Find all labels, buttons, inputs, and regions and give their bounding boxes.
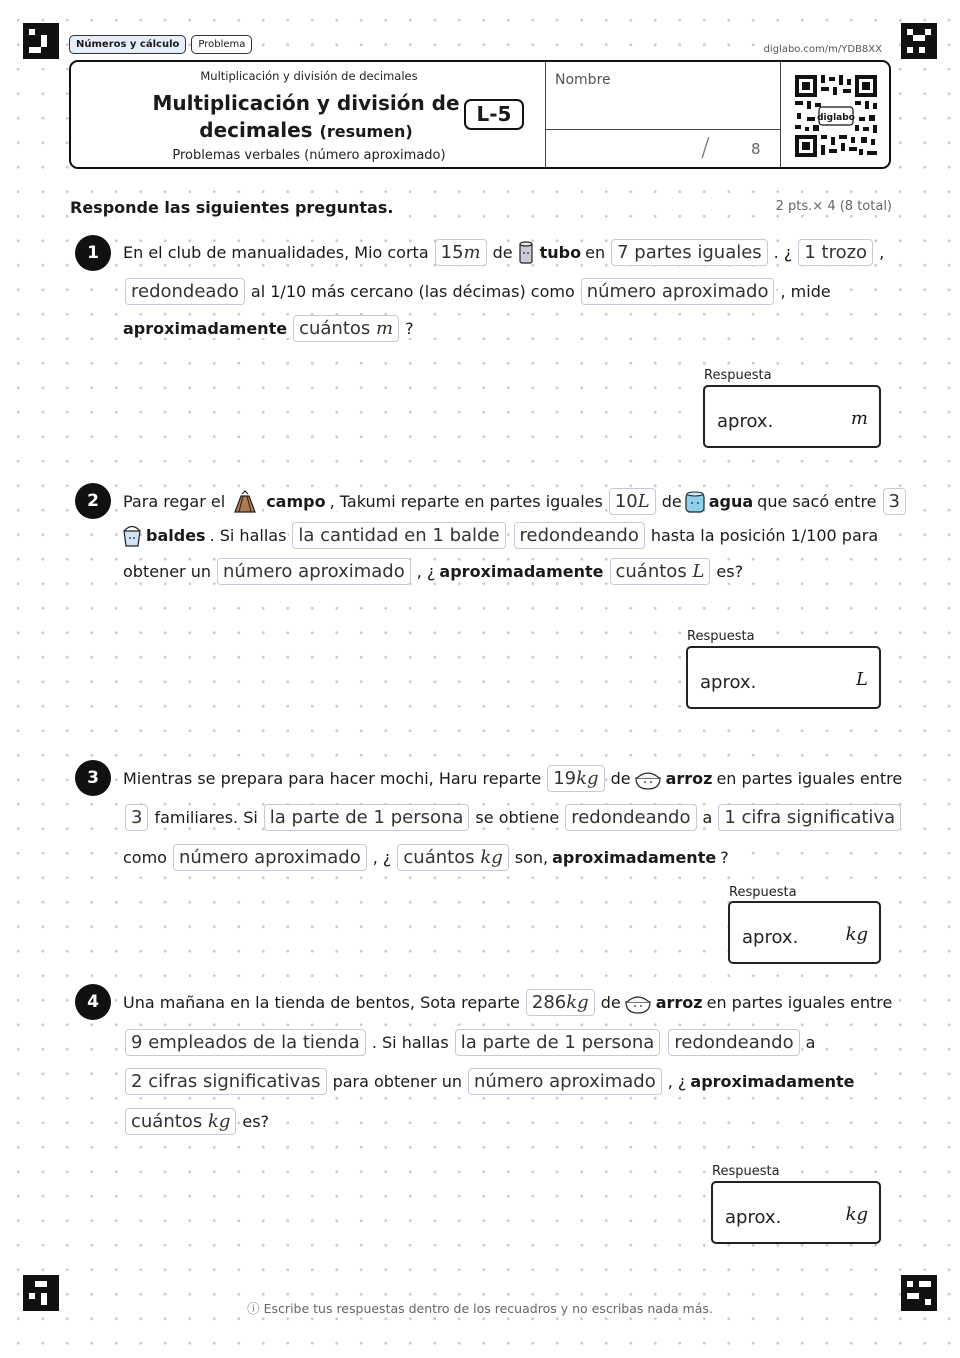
keyword-box: redondeando xyxy=(514,522,645,549)
unit: L xyxy=(692,561,705,582)
answer-unit: L xyxy=(856,669,868,690)
value: 7 xyxy=(617,242,629,263)
text: ? xyxy=(405,319,414,338)
text: en partes iguales entre xyxy=(716,769,903,788)
field-icon xyxy=(227,490,263,514)
keyword-box: 3 xyxy=(125,804,148,831)
tube-icon xyxy=(515,241,537,265)
keyword-box xyxy=(718,804,901,831)
keyword-box xyxy=(526,989,595,1016)
text: al 1/10 más cercano (las décimas) como xyxy=(250,282,575,301)
answer-label: Respuesta xyxy=(712,1164,780,1179)
text: , Takumi reparte en partes iguales xyxy=(329,492,603,511)
footnote-text: Escribe tus respuestas dentro de los recuadros y no escribas nada más. xyxy=(263,1301,713,1316)
problem-number: 4 xyxy=(75,984,111,1020)
worksheet-code: L-5 xyxy=(464,99,524,130)
keyword-box xyxy=(264,804,470,831)
score-total: 8 xyxy=(751,140,761,158)
text: que sacó entre xyxy=(757,492,877,511)
water-icon xyxy=(684,490,706,514)
unit: L xyxy=(637,491,650,512)
value: 2 xyxy=(131,1071,143,1092)
text: es? xyxy=(242,1112,270,1131)
corner-marker-top-left xyxy=(23,23,59,59)
text: a xyxy=(702,808,713,827)
text: Una mañana en la tienda de bentos, Sota reparte xyxy=(123,993,520,1012)
text: para obtener un xyxy=(332,1072,462,1091)
text: aproximadamente xyxy=(690,1072,855,1091)
name-field-label: Nombre xyxy=(555,72,611,88)
tag-group xyxy=(69,35,252,54)
label: empleados de la tienda xyxy=(148,1032,360,1053)
qr-label: diglabo xyxy=(817,113,855,123)
keyword-box: número aproximado xyxy=(173,844,367,871)
problem-3-line-2 xyxy=(121,804,905,831)
keyword-box: número aproximado xyxy=(581,278,775,305)
text: en xyxy=(585,243,606,262)
answer-unit: m xyxy=(850,408,868,429)
text: Para regar el xyxy=(123,492,226,511)
text: tubo xyxy=(539,243,582,262)
answer-label: Respuesta xyxy=(704,368,772,383)
problem-3-line-3 xyxy=(121,844,731,871)
type-tag: Problema xyxy=(191,35,252,54)
label: la parte de xyxy=(269,807,368,828)
label: trozo xyxy=(821,242,868,263)
keyword-box xyxy=(611,239,768,266)
divider xyxy=(780,62,781,167)
keyword-box xyxy=(292,522,505,549)
text: como xyxy=(123,848,167,867)
text: . Si hallas xyxy=(209,526,287,545)
answer-box[interactable] xyxy=(728,901,881,964)
problem-2-line-2 xyxy=(121,522,880,549)
answer-box[interactable] xyxy=(711,1181,881,1244)
keyword-box xyxy=(610,558,711,585)
value: 9 xyxy=(131,1032,143,1053)
footnote xyxy=(0,1299,960,1317)
header-subtitle: Multiplicación y división de decimales xyxy=(200,69,418,83)
approx-text: aprox. xyxy=(725,1207,782,1228)
text: En el club de manualidades, Mio corta xyxy=(123,243,429,262)
label: cuántos xyxy=(131,1111,203,1132)
problem-number: 3 xyxy=(75,760,111,796)
label: partes iguales xyxy=(634,242,762,263)
text: , ¿ xyxy=(667,1072,687,1091)
text: se obtiene xyxy=(475,808,560,827)
label: la cantidad en xyxy=(298,525,427,546)
keyword-box: redondeando xyxy=(565,804,696,831)
text: arroz xyxy=(665,769,713,788)
text: , xyxy=(879,243,885,262)
label: cifras significativas xyxy=(148,1071,321,1092)
bucket-icon xyxy=(121,524,143,548)
text: . Si hallas xyxy=(371,1033,449,1052)
text: aproximadamente xyxy=(552,848,717,867)
value: 1 xyxy=(564,1032,576,1053)
answer-unit: kg xyxy=(845,1204,868,1225)
keyword-box xyxy=(293,315,399,342)
title-text: Multiplicación y división de decimales xyxy=(152,91,460,142)
qr-code-icon xyxy=(793,73,879,159)
problem-4-line-2 xyxy=(121,1029,817,1056)
value: 15 xyxy=(440,242,464,263)
value: 286 xyxy=(531,992,567,1013)
approx-text: aprox. xyxy=(700,672,757,693)
keyword-box: número aproximado xyxy=(468,1068,662,1095)
keyword-box: 3 xyxy=(883,488,906,515)
label: la parte de xyxy=(460,1032,559,1053)
header-footer: Problemas verbales (número aproximado) xyxy=(172,148,446,163)
page-title xyxy=(111,90,501,145)
problem-4-line-3 xyxy=(121,1068,856,1095)
text: es? xyxy=(716,562,744,581)
unit: kg xyxy=(480,847,503,868)
text: baldes xyxy=(146,526,206,545)
divider xyxy=(545,129,780,130)
label: cuántos xyxy=(403,847,475,868)
answer-box[interactable] xyxy=(686,646,881,709)
keyword-box xyxy=(435,239,487,266)
label: balde xyxy=(449,525,500,546)
label: persona xyxy=(390,807,464,828)
keyword-box: redondeado xyxy=(125,278,245,305)
text: , mide xyxy=(780,282,831,301)
text: , ¿ xyxy=(372,848,392,867)
problem-1-line-3 xyxy=(121,315,416,342)
info-icon: ⓘ xyxy=(247,1301,260,1316)
unit: kg xyxy=(566,992,589,1013)
worksheet-header xyxy=(69,60,891,169)
answer-unit: kg xyxy=(845,924,868,945)
approx-text: aprox. xyxy=(717,411,774,432)
text: Mientras se prepara para hacer mochi, Haru reparte xyxy=(123,769,542,788)
value: 19 xyxy=(553,768,577,789)
text: agua xyxy=(708,492,754,511)
keyword-box: redondeando xyxy=(668,1029,799,1056)
unit: m xyxy=(463,242,481,263)
text: de xyxy=(492,243,513,262)
text: obtener un xyxy=(123,562,211,581)
problem-4-line-4 xyxy=(121,1108,271,1135)
rice-bowl-icon xyxy=(633,767,663,791)
value: 1 xyxy=(724,807,736,828)
unit: m xyxy=(376,318,394,339)
keyword-box xyxy=(798,239,873,266)
text: de xyxy=(600,993,621,1012)
value: 10 xyxy=(614,491,638,512)
label: cifra significativa xyxy=(741,807,896,828)
problem-2-line-1 xyxy=(121,488,910,515)
text: de xyxy=(661,492,682,511)
text: campo xyxy=(266,492,326,511)
answer-label: Respuesta xyxy=(729,885,797,900)
problem-1-line-2 xyxy=(121,278,833,305)
text: ? xyxy=(720,848,729,867)
text: . ¿ xyxy=(773,243,793,262)
answer-label: Respuesta xyxy=(687,629,755,644)
value: 1 xyxy=(804,242,816,263)
problem-number: 2 xyxy=(75,483,111,519)
answer-box[interactable] xyxy=(703,385,881,448)
worksheet-url: diglabo.com/m/YDB8XX xyxy=(763,44,882,55)
keyword-box xyxy=(125,1108,236,1135)
text: arroz xyxy=(655,993,703,1012)
rice-bowl-icon xyxy=(623,991,653,1015)
text: en partes iguales entre xyxy=(706,993,893,1012)
label: cuántos xyxy=(615,561,687,582)
keyword-box xyxy=(125,1029,366,1056)
text: son, xyxy=(514,848,549,867)
text: , ¿ xyxy=(416,562,436,581)
problem-4-line-1 xyxy=(121,989,894,1016)
keyword-box xyxy=(397,844,508,871)
text: hasta la posición 1/100 para xyxy=(650,526,879,545)
unit: kg xyxy=(576,768,599,789)
text: de xyxy=(610,769,631,788)
approx-text: aprox. xyxy=(742,927,799,948)
text: aproximadamente xyxy=(123,319,288,338)
title-suffix: (resumen) xyxy=(319,122,413,141)
label: cuántos xyxy=(299,318,371,339)
corner-marker-top-right xyxy=(901,23,937,59)
keyword-box: número aproximado xyxy=(217,558,411,585)
instructions: Responde las siguientes preguntas. xyxy=(70,198,394,217)
label: persona xyxy=(581,1032,655,1053)
text: familiares. Si xyxy=(154,808,258,827)
text: a xyxy=(805,1033,816,1052)
points-info: 2 pts.× 4 (8 total) xyxy=(775,199,892,214)
value: 1 xyxy=(432,525,444,546)
problem-1-line-1 xyxy=(121,239,886,266)
keyword-box xyxy=(547,765,604,792)
problem-number: 1 xyxy=(75,235,111,271)
problem-2-line-3 xyxy=(121,558,745,585)
text: aproximadamente xyxy=(439,562,604,581)
divider xyxy=(545,62,546,167)
value: 1 xyxy=(373,807,385,828)
keyword-box xyxy=(609,488,656,515)
problem-3-line-1 xyxy=(121,765,904,792)
keyword-box xyxy=(125,1068,327,1095)
unit: kg xyxy=(207,1111,231,1132)
score-slash: / xyxy=(701,133,710,163)
keyword-box xyxy=(455,1029,661,1056)
category-tag: Números y cálculo xyxy=(69,35,186,54)
